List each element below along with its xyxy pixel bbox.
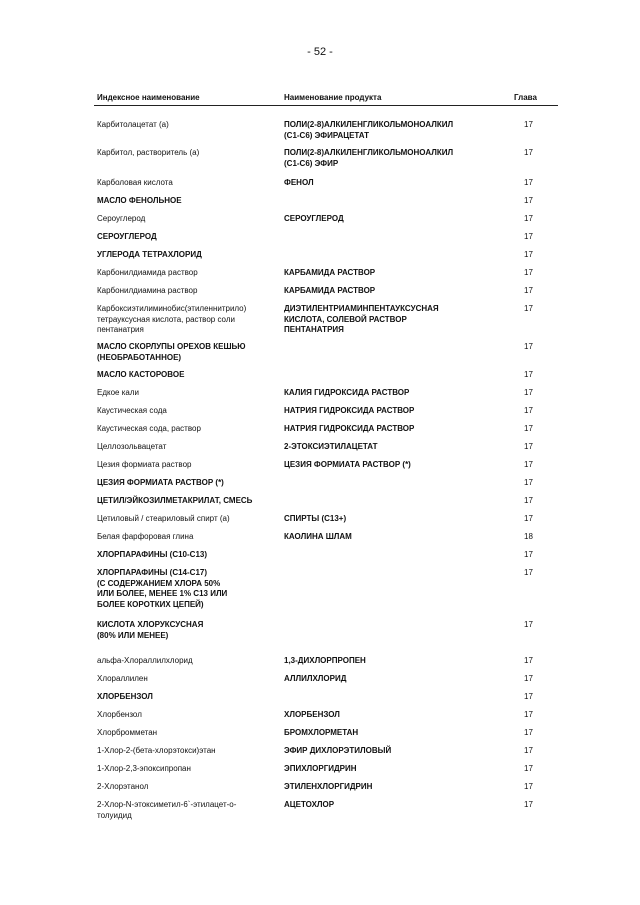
chapter-cell: 17	[524, 710, 533, 719]
index-name-cell: ХЛОРПАРАФИНЫ (C10-C13)	[97, 550, 207, 559]
chapter-cell: 17	[524, 442, 533, 451]
index-name-cell: Цетиловый / стеариловый спирт (a)	[97, 514, 230, 523]
index-name-cell: Белая фарфоровая глина	[97, 532, 194, 541]
substance-index-table	[94, 93, 558, 820]
index-name-cell: Карбонилдиамида раствор	[97, 268, 198, 277]
index-name-cell: СЕРОУГЛЕРОД	[97, 232, 157, 241]
index-name-cell: ЦЕТИЛ/ЭЙКОЗИЛМЕТАКРИЛАТ, СМЕСЬ	[97, 496, 253, 505]
chapter-cell: 18	[524, 532, 533, 541]
chapter-cell: 17	[524, 620, 533, 629]
header-index-name: Индексное наименование	[97, 93, 200, 102]
chapter-cell: 17	[524, 764, 533, 773]
chapter-cell: 17	[524, 370, 533, 379]
chapter-cell: 17	[524, 286, 533, 295]
product-name-cell: БРОМХЛОРМЕТАН	[284, 728, 359, 737]
chapter-cell: 17	[524, 196, 533, 205]
index-name-cell: МАСЛО ФЕНОЛЬНОЕ	[97, 196, 182, 205]
product-name-cell: 2-ЭТОКСИЭТИЛАЦЕТАТ	[284, 442, 378, 451]
chapter-cell: 17	[524, 656, 533, 665]
index-name-cell: УГЛЕРОДА ТЕТРАХЛОРИД	[97, 250, 202, 259]
index-name-cell: Карбоксиэтилиминобис(этиленнитрило) тетрауксусная кислота, раствор соли пентанатрия	[97, 304, 247, 334]
index-name-cell: 1-Хлор-2,3-эпоксипропан	[97, 764, 191, 773]
index-name-cell: Хлорбромметан	[97, 728, 158, 737]
chapter-cell: 17	[524, 728, 533, 737]
index-name-cell: КИСЛОТА ХЛОРУКСУСНАЯ (80% ИЛИ МЕНЕЕ)	[97, 620, 204, 640]
table-header	[94, 93, 558, 106]
index-name-cell: ЦЕЗИЯ ФОРМИАТА РАСТВОР (*)	[97, 478, 224, 487]
index-name-cell: Каустическая сода	[97, 406, 167, 415]
chapter-cell: 17	[524, 674, 533, 683]
product-name-cell: ХЛОРБЕНЗОЛ	[284, 710, 340, 719]
index-name-cell: Каустическая сода, раствор	[97, 424, 201, 433]
product-name-cell: АЛЛИЛХЛОРИД	[284, 674, 347, 683]
chapter-cell: 17	[524, 460, 533, 469]
chapter-cell: 17	[524, 406, 533, 415]
product-name-cell: ФЕНОЛ	[284, 178, 314, 187]
chapter-cell: 17	[524, 514, 533, 523]
product-name-cell: ПОЛИ(2-8)АЛКИЛЕНГЛИКОЛЬМОНОАЛКИЛ (C1-C6) ЭФИР	[284, 148, 454, 168]
header-product-name: Наименование продукта	[284, 93, 382, 102]
index-name-cell: Хлорбензол	[97, 710, 142, 719]
product-name-cell: ЭПИХЛОРГИДРИН	[284, 764, 357, 773]
product-name-cell: СЕРОУГЛЕРОД	[284, 214, 344, 223]
chapter-cell: 17	[524, 800, 533, 809]
page-number: - 52 -	[307, 46, 333, 58]
index-name-cell: Хлораллилен	[97, 674, 148, 683]
chapter-cell: 17	[524, 746, 533, 755]
product-name-cell: КАОЛИНА ШЛАМ	[284, 532, 352, 541]
index-name-cell: Сероуглерод	[97, 214, 146, 223]
chapter-cell: 17	[524, 342, 533, 351]
chapter-cell: 17	[524, 232, 533, 241]
chapter-cell: 17	[524, 304, 533, 313]
index-name-cell: Карбонилдиамина раствор	[97, 286, 198, 295]
index-name-cell: Едкое кали	[97, 388, 139, 397]
chapter-cell: 17	[524, 692, 533, 701]
product-name-cell: КАЛИЯ ГИДРОКСИДА РАСТВОР	[284, 388, 410, 397]
product-name-cell: ДИЭТИЛЕНТРИАМИНПЕНТАУКСУСНАЯ КИСЛОТА, СОЛЕВОЙ РАСТВОР ПЕНТАНАТРИЯ	[284, 304, 439, 334]
index-name-cell: Цезия формиата раствор	[97, 460, 192, 469]
chapter-cell: 17	[524, 496, 533, 505]
index-name-cell: 1-Хлор-2-(бета-хлорэтокси)этан	[97, 746, 216, 755]
product-name-cell: ЦЕЗИЯ ФОРМИАТА РАСТВОР (*)	[284, 460, 411, 469]
index-name-cell: Целлозольвацетат	[97, 442, 167, 451]
chapter-cell: 17	[524, 478, 533, 487]
product-name-cell: КАРБАМИДА РАСТВОР	[284, 268, 376, 277]
product-name-cell: ЭТИЛЕНХЛОРГИДРИН	[284, 782, 373, 791]
index-name-cell: Карболовая кислота	[97, 178, 173, 187]
chapter-cell: 17	[524, 214, 533, 223]
index-name-cell: Карбитол, растворитель (a)	[97, 148, 200, 157]
header-chapter: Глава	[514, 93, 537, 102]
index-name-cell: альфа-Хлораллилхлорид	[97, 656, 193, 665]
chapter-cell: 17	[524, 782, 533, 791]
product-name-cell: СПИРТЫ (C13+)	[284, 514, 347, 523]
index-name-cell: ХЛОРПАРАФИНЫ (C14-C17) (С СОДЕРЖАНИЕМ ХЛОРА 50% ИЛИ БОЛЕЕ, МЕНЕЕ 1% C13 ИЛИ БОЛЕЕ КОРОТКИХ ЦЕПЕЙ)	[97, 568, 228, 609]
chapter-cell: 17	[524, 148, 533, 157]
chapter-cell: 17	[524, 120, 533, 129]
index-name-cell: Карбитолацетат (a)	[97, 120, 169, 129]
chapter-cell: 17	[524, 268, 533, 277]
product-name-cell: НАТРИЯ ГИДРОКСИДА РАСТВОР	[284, 406, 415, 415]
index-name-cell: МАСЛО КАСТОРОВОЕ	[97, 370, 185, 379]
index-name-cell: 2-Хлор-N-этоксиметил-6`-этилацет-о- толуидид	[97, 800, 237, 820]
product-name-cell: АЦЕТОХЛОР	[284, 800, 335, 809]
index-name-cell: 2-Хлорэтанол	[97, 782, 149, 791]
chapter-cell: 17	[524, 250, 533, 259]
index-name-cell: ХЛОРБЕНЗОЛ	[97, 692, 153, 701]
product-name-cell: НАТРИЯ ГИДРОКСИДА РАСТВОР	[284, 424, 415, 433]
chapter-cell: 17	[524, 424, 533, 433]
product-name-cell: КАРБАМИДА РАСТВОР	[284, 286, 376, 295]
product-name-cell: ПОЛИ(2-8)АЛКИЛЕНГЛИКОЛЬМОНОАЛКИЛ (C1-C6) ЭФИРАЦЕТАТ	[284, 120, 454, 140]
chapter-cell: 17	[524, 388, 533, 397]
chapter-cell: 17	[524, 568, 533, 577]
product-name-cell: ЭФИР ДИХЛОРЭТИЛОВЫЙ	[284, 746, 392, 755]
index-name-cell: МАСЛО СКОРЛУПЫ ОРЕХОВ КЕШЬЮ (НЕОБРАБОТАННОЕ)	[97, 342, 246, 362]
chapter-cell: 17	[524, 550, 533, 559]
chapter-cell: 17	[524, 178, 533, 187]
product-name-cell: 1,3-ДИХЛОРПРОПЕН	[284, 656, 366, 665]
